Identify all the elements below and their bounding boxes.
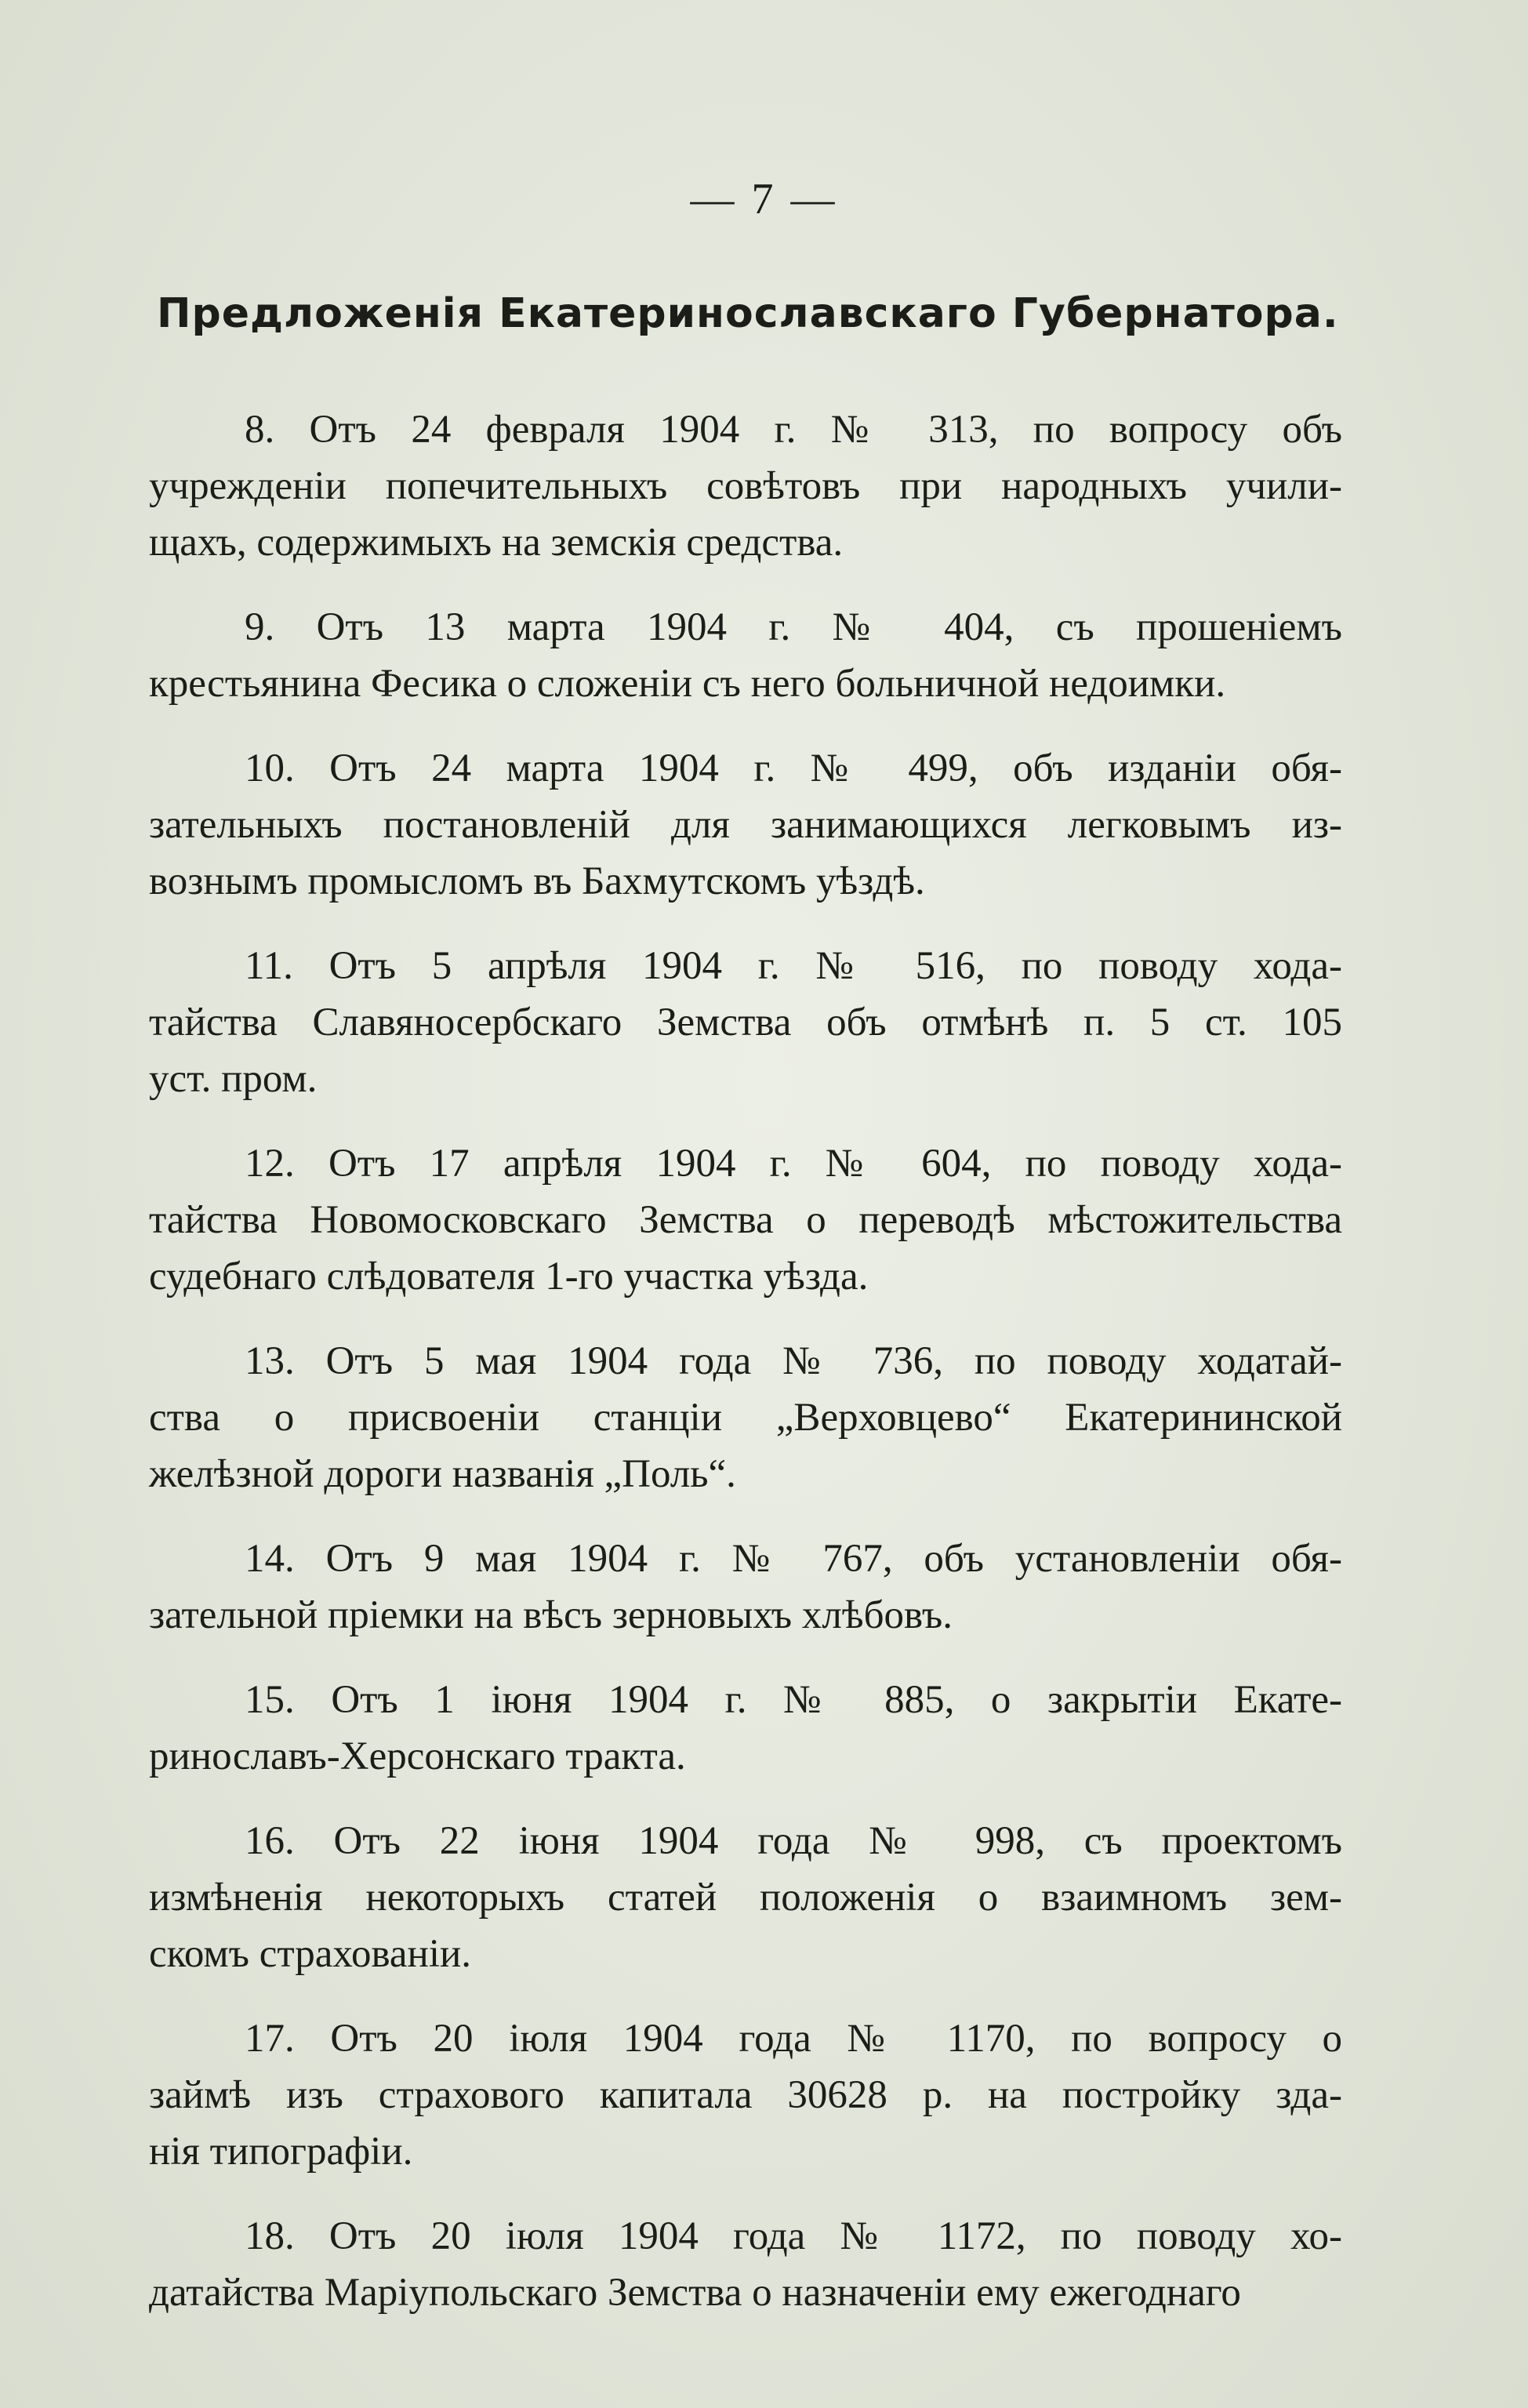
entry-line: 16. Отъ 22 іюня 1904 года № 998, съ проектомъ [245, 1819, 1342, 1863]
entry-paragraph [149, 2010, 1342, 2180]
entry-line: 8. Отъ 24 февраля 1904 г. № 313, по вопросу объ [245, 408, 1342, 452]
entry-paragraph [149, 1672, 1342, 1785]
entry-line: учрежденіи попечительныхъ совѣтовъ при народныхъ учили- [149, 464, 1342, 508]
entry-line: нія типографіи. [149, 2130, 413, 2174]
entry-line: ства о присвоеніи станціи „Верховцево“ Екатерининской [149, 1396, 1342, 1440]
page-title: Предложенія Екатеринославскаго Губернатора. [157, 290, 1339, 337]
entries-list [149, 401, 1342, 2349]
entry-line: 15. Отъ 1 іюня 1904 г. № 885, о закрытіи Екате- [245, 1678, 1342, 1722]
entry-line: 10. Отъ 24 марта 1904 г. № 499, объ изданіи обя- [245, 746, 1342, 790]
entry-line: судебнаго слѣдователя 1-го участка уѣзда. [149, 1255, 869, 1298]
entry-paragraph [149, 1531, 1342, 1643]
entry-paragraph [149, 1135, 1342, 1305]
entry-line: займѣ изъ страхового капитала 30628 р. на постройку зда- [149, 2073, 1342, 2117]
entry-line: 9. Отъ 13 марта 1904 г. № 404, съ прошеніемъ [245, 605, 1342, 649]
page-number: — 7 — [690, 175, 838, 223]
entry-line: 13. Отъ 5 мая 1904 года № 736, по поводу ходатай- [245, 1339, 1342, 1383]
entry-line: тайства Славяносербскаго Земства объ отмѣнѣ п. 5 ст. 105 [149, 1001, 1342, 1044]
entry-line: желѣзной дороги названія „Поль“. [149, 1452, 736, 1496]
entry-line: 17. Отъ 20 іюля 1904 года № 1170, по вопросу о [245, 2017, 1342, 2061]
entry-line: скомъ страхованіи. [149, 1932, 472, 1976]
entry-line: 18. Отъ 20 іюля 1904 года № 1172, по поводу хо- [245, 2214, 1342, 2258]
entry-paragraph [149, 1333, 1342, 1502]
entry-line: 11. Отъ 5 апрѣля 1904 г. № 516, по поводу хода- [245, 944, 1342, 988]
entry-line: ринославъ-Херсонскаго тракта. [149, 1734, 686, 1778]
entry-line: крестьянина Фесика о сложеніи съ него больничной недоимки. [149, 662, 1226, 706]
entry-line: измѣненія некоторыхъ статей положенія о взаимномъ зем- [149, 1876, 1342, 1919]
entry-line: зательной пріемки на вѣсъ зерновыхъ хлѣбовъ. [149, 1593, 953, 1637]
entry-line: датайства Маріупольскаго Земства о назначеніи ему ежегоднаго [149, 2271, 1241, 2315]
entry-line: 12. Отъ 17 апрѣля 1904 г. № 604, по поводу хода- [245, 1142, 1342, 1186]
entry-line: уст. пром. [149, 1057, 318, 1101]
entry-paragraph [149, 1813, 1342, 1982]
entry-line: тайства Новомосковскаго Земства о переводѣ мѣстожительства [149, 1198, 1342, 1242]
entry-paragraph [149, 2208, 1342, 2321]
entry-paragraph [149, 938, 1342, 1107]
entry-paragraph [149, 740, 1342, 910]
entry-paragraph [149, 401, 1342, 571]
entry-line: зательныхъ постановленій для занимающихся легковымъ из- [149, 803, 1342, 847]
entry-line: вознымъ промысломъ въ Бахмутскомъ уѣздѣ. [149, 859, 925, 903]
entry-paragraph [149, 599, 1342, 712]
entry-line: 14. Отъ 9 мая 1904 г. № 767, объ установленіи обя- [245, 1537, 1342, 1581]
entry-line: щахъ, содержимыхъ на земскія средства. [149, 521, 844, 565]
